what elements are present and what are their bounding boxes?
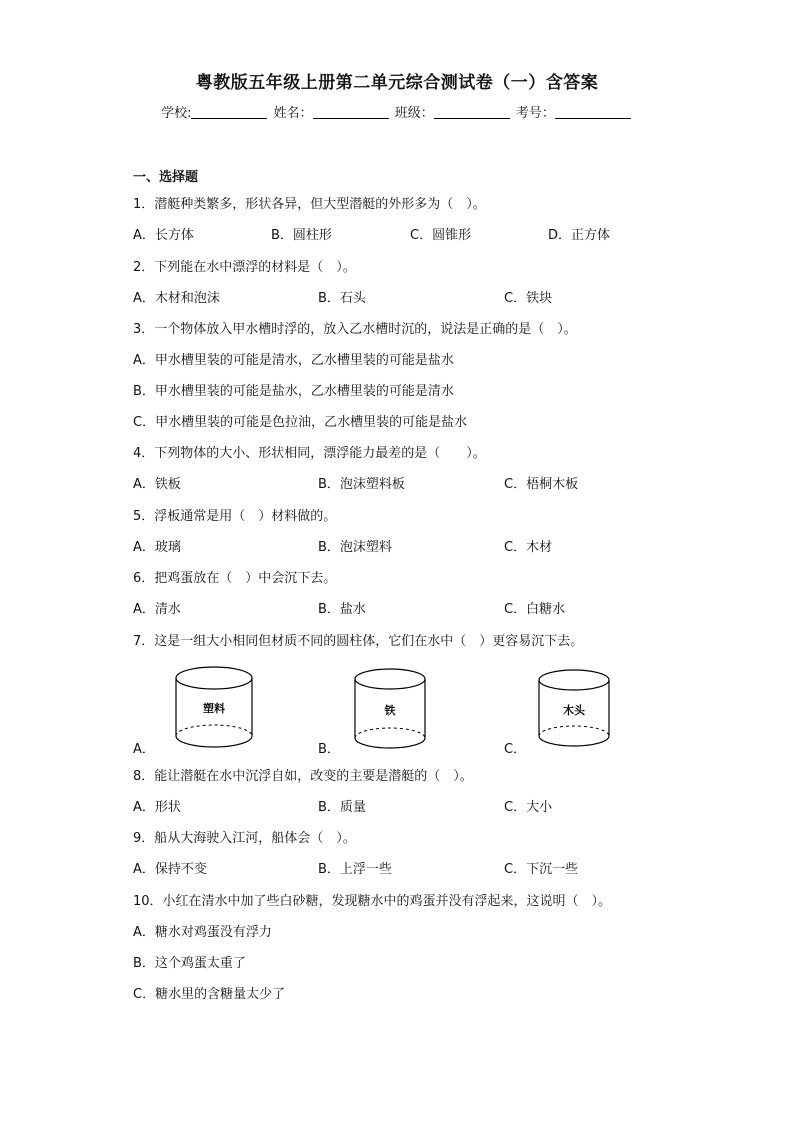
option-c[interactable]: C．糖水里的含糖量太少了 [133, 987, 286, 1002]
option-c[interactable]: C．铁块 [504, 291, 553, 306]
option-a[interactable]: A．长方体 [133, 228, 194, 243]
option-c[interactable]: C． [504, 742, 527, 757]
option-b[interactable]: B．甲水槽里装的可能是盐水，乙水槽里装的可能是清水 [133, 384, 454, 399]
option-b[interactable]: B．上浮一些 [318, 862, 392, 877]
cylinder-label-wood: 木头 [563, 704, 585, 717]
option-b[interactable]: B．质量 [318, 800, 366, 815]
option-d[interactable]: D．正方体 [548, 228, 611, 243]
question-8: 8．能让潜艇在水中沉浮自如，改变的主要是潜艇的（ ）。 [133, 769, 473, 784]
section-heading: 一、选择题 [133, 170, 199, 185]
student-info-line [0, 102, 794, 121]
option-b[interactable]: B．盐水 [318, 602, 366, 617]
option-b[interactable]: B．圆柱形 [271, 228, 332, 243]
name-label: 姓名： [273, 106, 313, 121]
exam-no-blank[interactable] [555, 105, 631, 119]
question-7: 7．这是一组大小相同但材质不同的圆柱体，它们在水中（ ）更容易沉下去。 [133, 634, 584, 649]
option-a[interactable]: A．形状 [133, 800, 181, 815]
school-blank[interactable] [191, 105, 267, 119]
option-a[interactable]: A． [133, 742, 155, 757]
exam-no-label: 考号： [515, 106, 555, 121]
option-c[interactable]: C．甲水槽里装的可能是色拉油，乙水槽里装的可能是盐水 [133, 415, 468, 430]
option-a[interactable]: A．清水 [133, 602, 181, 617]
class-label: 班级： [394, 106, 434, 121]
option-b[interactable]: B．泡沫塑料 [318, 540, 392, 555]
wood-cylinder [535, 668, 613, 750]
option-c[interactable]: C．圆锥形 [410, 228, 472, 243]
page-title: 粤教版五年级上册第二单元综合测试卷（一）含答案 [195, 73, 599, 93]
option-b[interactable]: B． [318, 742, 340, 757]
option-a[interactable]: A．木材和泡沫 [133, 291, 220, 306]
option-a[interactable]: A．玻璃 [133, 540, 181, 555]
option-c[interactable]: C．大小 [504, 800, 553, 815]
question-1: 1．潜艇种类繁多，形状各异，但大型潜艇的外形多为（ ）。 [133, 197, 486, 212]
question-5: 5．浮板通常是用（ ）材料做的。 [133, 509, 337, 524]
question-2: 2．下列能在水中漂浮的材料是（ ）。 [133, 260, 356, 275]
iron-cylinder [351, 666, 429, 752]
cylinder-label-plastic: 塑料 [203, 702, 225, 715]
option-c[interactable]: C．木材 [504, 540, 553, 555]
option-c[interactable]: C．下沉一些 [504, 862, 579, 877]
question-9: 9．船从大海驶入江河，船体会（ ）。 [133, 831, 356, 846]
option-a[interactable]: A．糖水对鸡蛋没有浮力 [133, 925, 272, 940]
option-a[interactable]: A．保持不变 [133, 862, 207, 877]
school-label: 学校: [161, 106, 192, 121]
option-b[interactable]: B．石头 [318, 291, 366, 306]
cylinder-label-iron: 铁 [384, 704, 396, 717]
option-c[interactable]: C．梧桐木板 [504, 477, 579, 492]
option-c[interactable]: C．白糖水 [504, 602, 566, 617]
question-3: 3．一个物体放入甲水槽时浮的，放入乙水槽时沉的，说法是正确的是（ ）。 [133, 322, 577, 337]
option-b[interactable]: B．泡沫塑料板 [318, 477, 405, 492]
plastic-cylinder [172, 664, 256, 750]
name-blank[interactable] [313, 105, 389, 119]
option-b[interactable]: B．这个鸡蛋太重了 [133, 956, 246, 971]
question-10: 10．小红在清水中加了些白砂糖，发现糖水中的鸡蛋并没有浮起来，这说明（ ）。 [133, 894, 612, 909]
question-6: 6．把鸡蛋放在（ ）中会沉下去。 [133, 571, 337, 586]
question-4: 4．下列物体的大小、形状相同，漂浮能力最差的是（ ）。 [133, 446, 486, 461]
option-a[interactable]: A．铁板 [133, 477, 181, 492]
option-a[interactable]: A．甲水槽里装的可能是清水，乙水槽里装的可能是盐水 [133, 353, 454, 368]
class-blank[interactable] [434, 105, 510, 119]
